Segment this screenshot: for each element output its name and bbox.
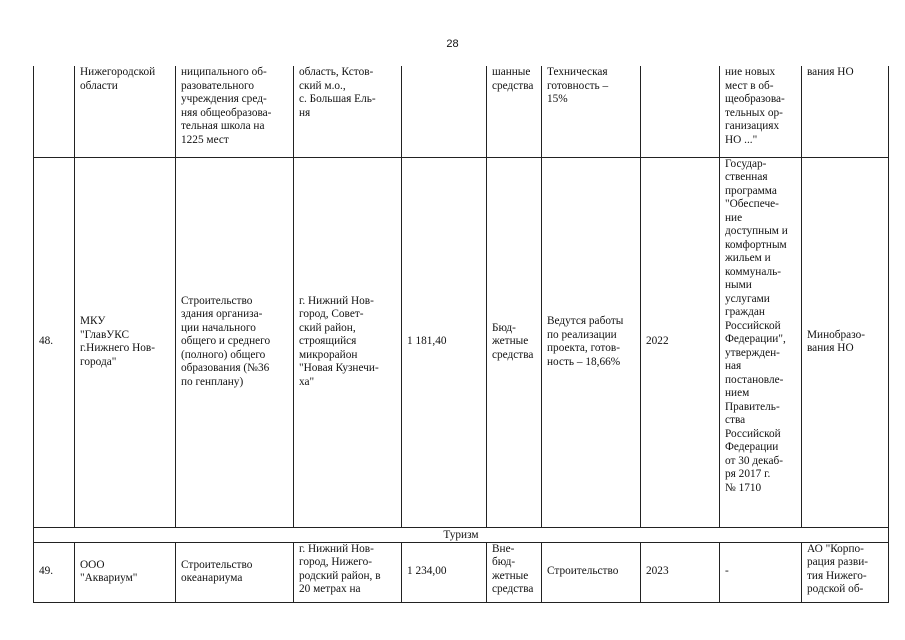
cell-cost: 1 181,40 [402, 157, 487, 527]
cell-program: ние новых мест в об- щеобразова- тельных ор- ганизациях НО ..." [720, 66, 802, 157]
cell-num: 49. [34, 542, 75, 602]
cell-customer: вания НО [802, 66, 889, 157]
cell-cost [402, 66, 487, 157]
cell-status: Строительство [542, 542, 641, 602]
cell-object: ниципального об- разовательного учреждения сред- няя общеобразова- тельная школа на 1225 мест [176, 66, 294, 157]
cell-num [34, 66, 75, 157]
cell-year: 2023 [641, 542, 720, 602]
cell-organization: МКУ "ГлавУКС г.Нижнего Нов- города" [75, 157, 176, 527]
table-row [34, 157, 889, 527]
cell-organization: Нижегородской области [75, 66, 176, 157]
investment-projects-table [33, 66, 889, 603]
cell-status: Ведутся работы по реализации проекта, готов- ность – 18,66% [542, 157, 641, 527]
cell-location: г. Нижний Нов- город, Нижего- родский район, в 20 метрах на [294, 542, 402, 602]
table-row [34, 66, 889, 157]
cell-funding: Бюд- жетные средства [487, 157, 542, 527]
cell-cost: 1 234,00 [402, 542, 487, 602]
section-title: Туризм [34, 527, 889, 542]
cell-funding: Вне- бюд- жетные средства [487, 542, 542, 602]
cell-object: Строительство здания организа- ции начального общего и среднего (полного) общего образования (№36 по генплану) [176, 157, 294, 527]
cell-year [641, 66, 720, 157]
cell-organization: ООО "Аквариум" [75, 542, 176, 602]
cell-funding: шанные средства [487, 66, 542, 157]
table-row [34, 542, 889, 602]
cell-location: область, Кстов- ский м.о., с. Большая Ель- ня [294, 66, 402, 157]
cell-status: Техническая готовность – 15% [542, 66, 641, 157]
section-header-row [34, 527, 889, 542]
cell-year: 2022 [641, 157, 720, 527]
cell-object: Строительство океанариума [176, 542, 294, 602]
page-number: 28 [446, 38, 459, 50]
cell-num: 48. [34, 157, 75, 527]
cell-customer: Минобразо- вания НО [802, 157, 889, 527]
cell-customer: АО "Корпо- рация разви- тия Нижего- родской об- [802, 542, 889, 602]
cell-location: г. Нижний Нов- город, Совет- ский район, строящийся микрорайон "Новая Кузнечи- ха" [294, 157, 402, 527]
cell-program: Государ- ственная программа "Обеспече- ние доступным и комфортным жильем и коммуналь- ными услугами граждан Российской Федерации", утвержден- ная постановле- нием Правитель- ства Российской Федерации от 30 декаб- ря 2017 г. № 1710 [720, 157, 802, 527]
cell-program: - [720, 542, 802, 602]
